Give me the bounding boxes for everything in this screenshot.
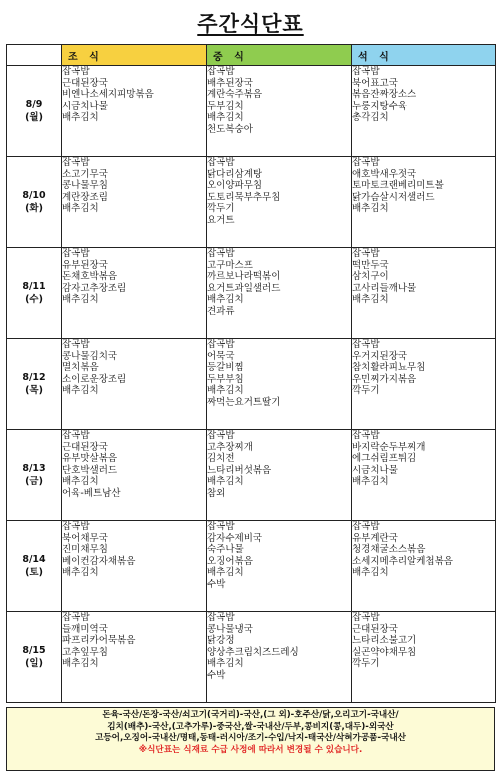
day-of-week: (월)	[25, 112, 43, 123]
menu-item: 어묵국	[207, 350, 235, 362]
day-date: 8/15	[22, 645, 46, 656]
day-row	[7, 157, 496, 248]
menu-item: 고추장찌개	[207, 441, 253, 453]
breakfast-cell	[62, 157, 207, 248]
menu-item: 깍두기	[352, 385, 380, 397]
menu-item: 잡곡밥	[62, 66, 90, 77]
breakfast-cell	[62, 339, 207, 430]
menu-item: 북어표고국	[352, 77, 398, 89]
dinner-cell	[352, 521, 496, 612]
day-date: 8/13	[22, 463, 46, 474]
menu-item: 시금치나물	[352, 464, 398, 476]
menu-item: 배추김치	[207, 476, 244, 488]
menu-item: 시금치나물	[62, 100, 108, 112]
day-of-week: (목)	[25, 385, 43, 396]
menu-item: 잡곡밥	[352, 248, 380, 259]
menu-item: 근대된장국	[62, 441, 108, 453]
menu-item: 소세지메추리알케첩볶음	[352, 555, 453, 567]
menu-item: 잡곡밥	[352, 521, 380, 532]
menu-item: 배추김치	[62, 294, 99, 306]
menu-item: 콩나물무침	[62, 180, 108, 192]
menu-item: 배추김치	[352, 294, 389, 306]
menu-item: 잡곡밥	[62, 248, 90, 259]
menu-item: 진미채무침	[62, 544, 108, 556]
menu-item: 양상추크림치즈드레싱	[207, 646, 299, 658]
lunch-cell	[207, 339, 352, 430]
day-label	[7, 521, 62, 612]
origin-line: 김치(배추)-국산,(고추가루)-중국산,쌀-국내산/두부,콩비지(콩,대두)-외국산	[107, 721, 394, 732]
menu-item: 숙주나물	[207, 544, 244, 556]
lunch-cell	[207, 430, 352, 521]
menu-item: 천도복숭아	[207, 123, 253, 135]
menu-item: 단호박샐러드	[62, 464, 118, 476]
breakfast-cell	[62, 521, 207, 612]
menu-item: 잡곡밥	[207, 430, 235, 441]
day-row	[7, 612, 496, 703]
day-row	[7, 66, 496, 157]
menu-item: 참외	[207, 487, 226, 499]
menu-item: 소고기무국	[62, 168, 108, 180]
menu-item: 도토리묵부추무침	[207, 191, 281, 203]
day-label	[7, 66, 62, 157]
day-label	[7, 248, 62, 339]
dinner-cell	[352, 157, 496, 248]
menu-item: 참치활라피뇨무침	[352, 362, 426, 374]
day-date: 8/14	[22, 554, 46, 565]
menu-item: 배추김치	[352, 567, 389, 579]
day-of-week: (일)	[25, 658, 43, 669]
menu-item: 김치전	[207, 453, 235, 465]
menu-item: 우민찌가지볶음	[352, 373, 417, 385]
menu-item: 오이양파무침	[207, 180, 263, 192]
origin-footer	[6, 707, 495, 771]
menu-item: 고사리들깨나물	[352, 282, 417, 294]
menu-item: 잡곡밥	[207, 521, 235, 532]
menu-item: 우거지된장국	[352, 350, 408, 362]
menu-item: 감자수제비국	[207, 532, 263, 544]
menu-item: 청경채굴소스볶음	[352, 544, 426, 556]
day-of-week: (토)	[25, 567, 43, 578]
menu-item: 배추김치	[207, 385, 244, 397]
day-date: 8/10	[22, 190, 46, 201]
menu-item: 토마토크랜베리미트볼	[352, 180, 444, 192]
menu-item: 콩나물김치국	[62, 350, 118, 362]
menu-item: 유부된장국	[62, 259, 108, 271]
day-label	[7, 157, 62, 248]
menu-item: 닭가슴살시저샐러드	[352, 191, 435, 203]
menu-item: 요거트	[207, 214, 235, 226]
menu-item: 누룽지탕수육	[352, 100, 408, 112]
menu-item: 배추김치	[207, 567, 244, 579]
menu-item: 잡곡밥	[207, 248, 235, 259]
menu-item: 바지락순두부찌개	[352, 441, 426, 453]
menu-item: 삼치구이	[352, 271, 389, 283]
menu-item: 실곤약야채무침	[352, 646, 417, 658]
menu-item: 근대된장국	[62, 77, 108, 89]
menu-item: 느타리버섯볶음	[207, 464, 272, 476]
menu-item: 배추김치	[352, 476, 389, 488]
header-row	[7, 45, 496, 66]
breakfast-cell	[62, 66, 207, 157]
day-of-week: (수)	[25, 294, 43, 305]
origin-line: 고등어,오징어-국내산/명태,동태-러시아/조기-수입/낙지-태국산/삭혀가공품-국내산	[95, 733, 406, 743]
breakfast-cell	[62, 612, 207, 703]
menu-item: 배추김치	[62, 658, 99, 670]
origin-line: 돈육-국산/돈장-국산/쇠고기(국거리)-국산,(그 외)-호주산/닭,오리고기-국내산/	[102, 710, 399, 720]
menu-item: 깍두기	[352, 658, 380, 670]
menu-item: 배추김치	[207, 294, 244, 306]
menu-item: 잡곡밥	[62, 612, 90, 623]
day-of-week: (금)	[25, 476, 43, 487]
menu-item: 근대된장국	[352, 623, 398, 635]
menu-item: 어육-베트남산	[62, 487, 121, 499]
lunch-cell	[207, 248, 352, 339]
day-label	[7, 430, 62, 521]
menu-item: 수박	[207, 578, 226, 590]
dinner-cell	[352, 612, 496, 703]
menu-item: 돈채호박볶음	[62, 271, 118, 283]
menu-item: 잡곡밥	[62, 339, 90, 350]
header-lunch: 중 식	[207, 45, 352, 66]
menu-item: 잡곡밥	[62, 521, 90, 532]
menu-item: 에그쉬림프튀김	[352, 453, 417, 465]
day-row	[7, 430, 496, 521]
menu-item: 잡곡밥	[207, 157, 235, 168]
menu-item: 깍두기	[207, 203, 235, 215]
menu-item: 잡곡밥	[62, 430, 90, 441]
breakfast-cell	[62, 430, 207, 521]
day-row	[7, 521, 496, 612]
day-date: 8/9	[25, 99, 43, 110]
dinner-cell	[352, 339, 496, 430]
lunch-cell	[207, 521, 352, 612]
menu-item: 배추김치	[62, 476, 99, 488]
menu-item: 소이로운장조림	[62, 373, 127, 385]
menu-item: 잡곡밥	[352, 157, 380, 168]
breakfast-cell	[62, 248, 207, 339]
lunch-cell	[207, 66, 352, 157]
dinner-cell	[352, 430, 496, 521]
day-label	[7, 339, 62, 430]
menu-item: 감자고추장조림	[62, 282, 127, 294]
menu-item: 들깨미역국	[62, 623, 108, 635]
menu-item: 유부계란국	[352, 532, 398, 544]
header-day	[7, 45, 62, 66]
menu-item: 견과류	[207, 305, 235, 317]
menu-item: 배추김치	[62, 203, 99, 215]
day-row	[7, 248, 496, 339]
menu-item: 유부맛살볶음	[62, 453, 118, 465]
dinner-cell	[352, 248, 496, 339]
menu-item: 잡곡밥	[352, 339, 380, 350]
menu-item: 잡곡밥	[352, 430, 380, 441]
menu-item: 배추김치	[352, 203, 389, 215]
menu-item: 애호박새우젓국	[352, 168, 417, 180]
menu-item: 두부김치	[207, 100, 244, 112]
menu-item: 잡곡밥	[207, 612, 235, 623]
day-row	[7, 339, 496, 430]
menu-item: 잡곡밥	[352, 612, 380, 623]
menu-item: 요거트과일샐러드	[207, 282, 281, 294]
menu-item: 총각김치	[352, 112, 389, 124]
menu-item: 배추김치	[207, 112, 244, 124]
day-label	[7, 612, 62, 703]
menu-item: 잡곡밥	[352, 66, 380, 77]
menu-item: 비엔나소세지피망볶음	[62, 89, 154, 101]
lunch-cell	[207, 157, 352, 248]
menu-item: 배추김치	[62, 112, 99, 124]
menu-item: 배추된장국	[207, 77, 253, 89]
menu-item: 북어채무국	[62, 532, 108, 544]
header-breakfast: 조 식	[62, 45, 207, 66]
menu-item: 떡만두국	[352, 259, 389, 271]
menu-item: 고구마스프	[207, 259, 253, 271]
menu-item: 오징어볶음	[207, 555, 253, 567]
day-date: 8/11	[22, 281, 46, 292]
page-title: 주간식단표	[197, 12, 304, 36]
menu-item: 계란숙주볶음	[207, 89, 263, 101]
menu-item: 잡곡밥	[62, 157, 90, 168]
header-dinner: 석 식	[352, 45, 496, 66]
menu-item: 짜먹는요거트딸기	[207, 396, 281, 408]
menu-item: 볶음잔짜장소스	[352, 89, 417, 101]
change-notice: ※식단표는 식재료 수급 사정에 따라서 변경될 수 있습니다.	[138, 744, 363, 755]
menu-item: 닭강정	[207, 635, 235, 647]
menu-item: 고추잎무침	[62, 646, 108, 658]
menu-item: 멸치볶음	[62, 362, 99, 374]
menu-item: 배추김치	[62, 567, 99, 579]
menu-item: 느타리소불고기	[352, 635, 417, 647]
menu-item: 콩나물냉국	[207, 623, 253, 635]
menu-item: 두부부침	[207, 373, 244, 385]
dinner-cell	[352, 66, 496, 157]
menu-item: 등갈비찜	[207, 362, 244, 374]
menu-item: 잡곡밥	[207, 66, 235, 77]
menu-item: 배추김치	[62, 385, 99, 397]
day-of-week: (화)	[25, 203, 43, 214]
menu-item: 계란장조림	[62, 191, 108, 203]
menu-item: 닭다리삼계탕	[207, 168, 263, 180]
menu-item: 배추김치	[207, 658, 244, 670]
menu-item: 베이컨감자채볶음	[62, 555, 136, 567]
menu-table	[6, 44, 496, 703]
lunch-cell	[207, 612, 352, 703]
day-date: 8/12	[22, 372, 46, 383]
menu-item: 잡곡밥	[207, 339, 235, 350]
menu-item: 까르보나라떡볶이	[207, 271, 281, 283]
menu-item: 파프리카어묵볶음	[62, 635, 136, 647]
menu-item: 수박	[207, 669, 226, 681]
